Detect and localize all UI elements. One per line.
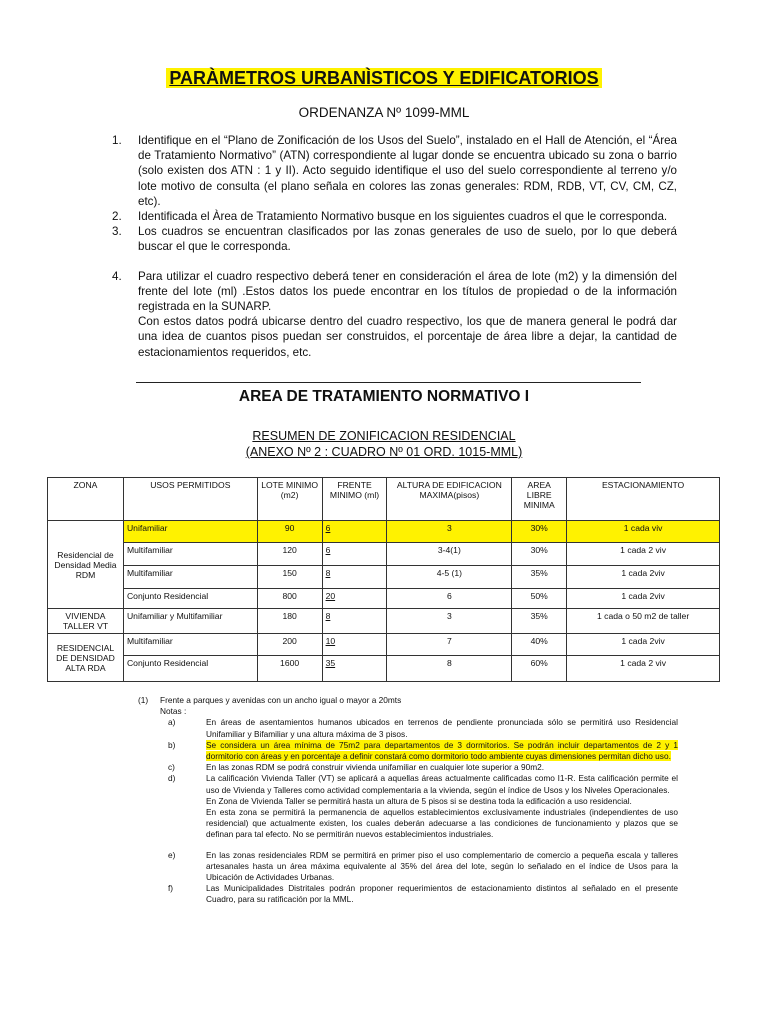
lote-cell: 200 xyxy=(257,634,322,656)
estacionamiento-cell: 1 cada 2viv xyxy=(567,589,720,609)
summary-title-text: RESUMEN DE ZONIFICACION RESIDENCIAL xyxy=(252,429,516,443)
notes-section xyxy=(138,695,678,906)
instruction-text: Los cuadros se encuentran clasificados por las zonas generales de uso de suelo, por lo que deberá buscar el que le corresponda. xyxy=(138,225,677,254)
area-libre-cell: 35% xyxy=(512,566,567,589)
frente-cell: 35 xyxy=(322,656,387,682)
zoning-table xyxy=(47,477,720,682)
zone-cell: Residencial de Densidad Media RDM xyxy=(48,521,124,609)
altura-cell: 4-5 (1) xyxy=(387,566,512,589)
estacionamiento-cell: 1 cada 2 viv xyxy=(567,656,720,682)
note-item xyxy=(168,850,678,884)
area-libre-cell: 30% xyxy=(512,521,567,543)
estacionamiento-cell: 1 cada 2viv xyxy=(567,634,720,656)
separator-line xyxy=(136,382,641,383)
annex-title xyxy=(0,445,768,459)
note-item xyxy=(168,883,678,905)
lote-cell: 150 xyxy=(257,566,322,589)
uso-cell: Multifamiliar xyxy=(123,566,257,589)
table-row xyxy=(48,634,720,656)
note-text: Las Municipalidades Distritales podrán proponer requerimientos de estacionamiento distintos al señalado en el presente Cuadro, para su ratificación por la MML. xyxy=(206,883,678,905)
lote-cell: 90 xyxy=(257,521,322,543)
note-item xyxy=(168,717,678,739)
area-libre-cell: 30% xyxy=(512,543,567,566)
estacionamiento-cell: 1 cada o 50 m2 de taller xyxy=(567,609,720,634)
frente-cell: 20 xyxy=(322,589,387,609)
area-libre-cell: 40% xyxy=(512,634,567,656)
frente-cell: 8 xyxy=(322,566,387,589)
lote-cell: 180 xyxy=(257,609,322,634)
altura-cell: 3 xyxy=(387,521,512,543)
area-libre-cell: 35% xyxy=(512,609,567,634)
altura-cell: 8 xyxy=(387,656,512,682)
zone-cell: RESIDENCIAL DE DENSIDAD ALTA RDA xyxy=(48,634,124,682)
notes-heading: Notas : xyxy=(160,706,187,717)
instruction-number: 4. xyxy=(112,269,122,283)
instruction-item xyxy=(112,133,677,209)
instruction-item xyxy=(112,269,677,360)
col-header-estacionamiento: ESTACIONAMIENTO xyxy=(567,478,720,521)
instruction-number: 2. xyxy=(112,210,122,224)
note-text: En áreas de asentamientos humanos ubicados en terrenos de pendiente pronunciada sólo se permitirá uso Residencial Unifamiliar y Bifamiliar y una altura máxima de 3 pisos. xyxy=(206,717,678,739)
estacionamiento-cell: 1 cada 2viv xyxy=(567,566,720,589)
instruction-text: Identifique en el “Plano de Zonificación de los Usos del Suelo”, instalado en el Hall de Atención, el “Área de Tratamiento Normativo” (ATN) correspondiente al lugar donde se encuentra ubicado su zona o barrio (solo existen dos ATN : 1 y II). Acto seguido identifique el uso del suelo correspondiente al terreno y/o lote motivo de consulta (el plano señala en colores las zonas generales: RDM, RDB, VT, CV, CM, CZ, etc). xyxy=(138,134,677,208)
table-row xyxy=(48,566,720,589)
note-text: En las zonas residenciales RDM se permitirá en primer piso el uso complementario de comercio a pequeña escala y talleres artesanales hasta un área máxima equivalente al 35% del área del lote, según lo señalado en el índice de Usos para la Ubicación de Actividades Urbanas. xyxy=(206,849,678,883)
note-text: En las zonas RDM se podrá construir vivienda unifamiliar en cualquier lote superior a 90m2. xyxy=(206,762,545,773)
altura-cell: 3-4(1) xyxy=(387,543,512,566)
frente-cell: 6 xyxy=(322,521,387,543)
table-header-row xyxy=(48,478,720,521)
table-row xyxy=(48,521,720,543)
lote-cell: 120 xyxy=(257,543,322,566)
instruction-number: 3. xyxy=(112,225,122,239)
note-label: f) xyxy=(168,883,174,894)
note-item xyxy=(168,773,678,840)
lote-cell: 800 xyxy=(257,589,322,609)
annex-title-text: (ANEXO Nº 2 : CUADRO Nº 01 ORD. 1015-MML) xyxy=(245,445,523,459)
document-title xyxy=(0,68,768,89)
lote-cell: 1600 xyxy=(257,656,322,682)
altura-cell: 6 xyxy=(387,589,512,609)
estacionamiento-cell: 1 cada 2 viv xyxy=(567,543,720,566)
footnote-1 xyxy=(138,695,678,706)
footnote-label: (1) xyxy=(138,695,149,705)
table-row xyxy=(48,543,720,566)
note-item xyxy=(168,762,678,773)
instruction-text: Identificada el Àrea de Tratamiento Normativo busque en los siguientes cuadros el que le corresponda. xyxy=(138,210,668,224)
section-title: AREA DE TRATAMIENTO NORMATIVO I xyxy=(238,388,530,405)
zone-cell: VIVIENDA TALLER VT xyxy=(48,609,124,634)
note-item xyxy=(168,740,678,762)
instruction-text-continued: Con estos datos podrá ubicarse dentro del cuadro respectivo, los que de manera general le podrá dar una idea de cuantos pisos puedan ser construidos, el porcentaje de área libre a dejar, la cantidad de estacionamientos requeridos, etc. xyxy=(138,315,677,359)
area-libre-cell: 50% xyxy=(512,589,567,609)
note-label: c) xyxy=(168,762,175,773)
col-header-zona: ZONA xyxy=(48,478,124,521)
estacionamiento-cell: 1 cada viv xyxy=(567,521,720,543)
instruction-number: 1. xyxy=(112,134,122,147)
col-header-area-libre: AREA LIBRE MINIMA xyxy=(512,478,567,521)
frente-cell: 10 xyxy=(322,634,387,656)
instruction-text: Para utilizar el cuadro respectivo deberá tener en consideración el área de lote (m2) y la dimensión del frente del lote (ml) .Estos datos los puede encontrar en los títulos de propiedad o de la información registrada en la SUNARP. xyxy=(138,269,677,314)
summary-title xyxy=(0,429,768,443)
altura-cell: 7 xyxy=(387,634,512,656)
altura-cell: 3 xyxy=(387,609,512,634)
col-header-altura: ALTURA DE EDIFICACION MAXIMA(pisos) xyxy=(387,478,512,521)
col-header-usos: USOS PERMITIDOS xyxy=(123,478,257,521)
ordinance-number: ORDENANZA Nº 1099-MML xyxy=(298,105,470,120)
table-row xyxy=(48,656,720,682)
note-text-continued: En esta zona se permitirá la permanencia de aquellos establecimientos exclusivamente industriales (independientes de uso residencial) que actualmente existen, los cuales deberán adecuarse a las condiciones de funcionamiento y plazos que se definan para tal efecto. No se permitirán nuevos establecimientos industriales. xyxy=(206,807,678,840)
table-row xyxy=(48,609,720,634)
col-header-frente: FRENTE MINIMO (ml) xyxy=(322,478,387,521)
instruction-item xyxy=(112,209,677,224)
note-label: b) xyxy=(168,739,176,750)
note-label: d) xyxy=(168,773,176,784)
instruction-list xyxy=(112,133,677,360)
uso-cell: Conjunto Residencial xyxy=(123,589,257,609)
note-label: e) xyxy=(168,849,176,860)
note-text: La calificación Vivienda Taller (VT) se aplicará a aquellas áreas actualmente calificadas como I1-R. Esta calificación permite el uso de Vivienda y Talleres como actividad complementaria a la vivienda, según el índice de Usos y los Niveles Operacionales. xyxy=(206,773,678,795)
uso-cell: Unifamiliar y Multifamiliar xyxy=(123,609,257,634)
uso-cell: Multifamiliar xyxy=(123,543,257,566)
frente-cell: 6 xyxy=(322,543,387,566)
instruction-item xyxy=(112,224,677,254)
footnote-text: Frente a parques y avenidas con un ancho igual o mayor a 20mts xyxy=(160,695,402,705)
uso-cell: Unifamiliar xyxy=(123,521,257,543)
uso-cell: Conjunto Residencial xyxy=(123,656,257,682)
note-label: a) xyxy=(168,717,176,728)
note-text-highlighted: Se considera un área mínima de 75m2 para departamentos de 3 dormitorios. Se podrán incluir departamentos de 2 y 1 dormitorio con áreas y en porcentaje a definir constará como dormitorio todo ambiente cuyas dimensiones permitan dicho uso. xyxy=(206,739,678,762)
col-header-lote: LOTE MINIMO (m2) xyxy=(257,478,322,521)
table-row xyxy=(48,589,720,609)
area-libre-cell: 60% xyxy=(512,656,567,682)
uso-cell: Multifamiliar xyxy=(123,634,257,656)
note-text-continued: En Zona de Vivienda Taller se permitirá hasta un altura de 5 pisos si se destina toda la edificación a uso residencial. xyxy=(206,795,632,806)
frente-cell: 8 xyxy=(322,609,387,634)
document-title-text: PARÀMETROS URBANÌSTICOS Y EDIFICATORIOS xyxy=(166,68,601,88)
